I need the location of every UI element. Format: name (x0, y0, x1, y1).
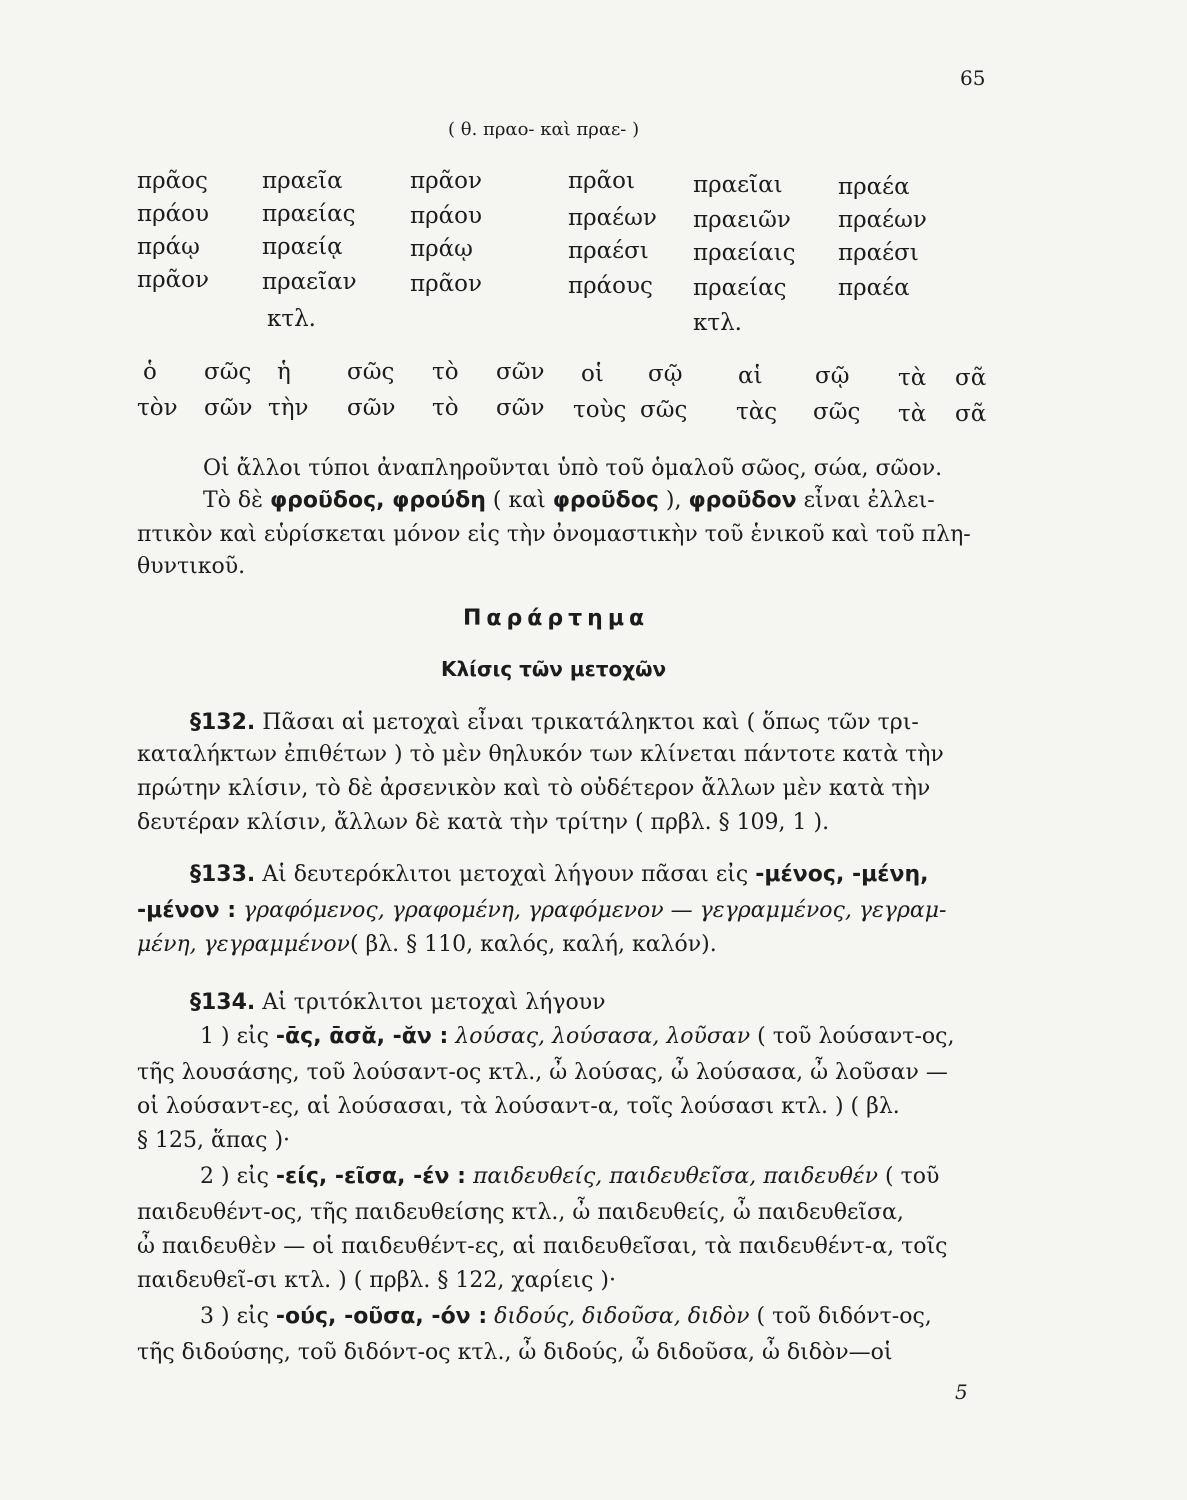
sos-cell: τὰ (898, 401, 927, 427)
table-title: ( θ. πραο- καὶ πραε- ) (448, 119, 640, 140)
sos-cell: τοὺς (573, 397, 627, 423)
declension-cell: πρᾶον (410, 271, 482, 297)
appendix-heading: Παράρτημα (463, 606, 650, 631)
sos-cell: τὰς (736, 399, 778, 425)
section-132-line: πρώτην κλίσιν, τὸ δὲ ἀρσενικὸν καὶ τὸ οὐδέτερον ἄλλων μὲν κατὰ τὴν (137, 776, 931, 801)
declension-cell: πράῳ (137, 234, 200, 260)
declension-cell: πραείας (262, 201, 356, 227)
declension-cell: πραέα (838, 174, 910, 200)
section-number: §134. (190, 990, 256, 1015)
sos-cell: αἱ (738, 363, 763, 389)
sos-cell: σῶν (204, 395, 253, 421)
declension-cell: πραέσι (838, 240, 919, 266)
section-132-line: καταλήκτων ἐπιθέτων ) τὸ μὲν θηλυκόν των κλίνεται πάντοτε κατὰ τὴν (137, 742, 944, 767)
sos-cell: σῷ (815, 363, 850, 389)
declension-cell: πράους (568, 273, 653, 299)
footer-signature: 5 (955, 1380, 968, 1404)
section-133-line: μένη, γεγραμμένον( βλ. § 110, καλός, καλή, καλόν). (137, 932, 717, 957)
declension-cell: πραείας (693, 275, 787, 301)
sos-cell: σᾶ (955, 401, 987, 427)
declension-cell: πράῳ (410, 236, 473, 262)
section-134-line: ὦ παιδευθὲν — οἱ παιδευθέντ-ες, αἱ παιδευθεῖσαι, τὰ παιδευθέντ-α, τοῖς (137, 1234, 948, 1259)
section-134-line: 1 ) εἰς -ᾱς, ᾱσᾰ, -ᾰν : λούσας, λούσασα, λοῦσαν ( τοῦ λούσαντ-ος, (200, 1024, 955, 1049)
sos-cell: τὴν (268, 395, 309, 421)
sos-cell: οἱ (581, 361, 604, 387)
declension-cell: πραεῖαι (693, 172, 783, 198)
section-133-line: -μένον : γραφόμενος, γραφομένη, γραφόμενον — γεγραμμένος, γεγραμ- (137, 898, 947, 923)
section-134-line: οἱ λούσαντ-ες, αἱ λούσασαι, τὰ λούσαντ-α, τοῖς λούσασι κτλ. ) ( βλ. (137, 1094, 900, 1119)
note-line: θυντικοῦ. (137, 554, 246, 579)
section-number: §132. (190, 710, 256, 735)
declension-cell: πράου (137, 201, 209, 227)
section-133-line: §133. Αἱ δευτερόκλιτοι μετοχαὶ λήγουν πᾶσαι εἰς -μένος, -μένη, (190, 862, 929, 887)
section-134-line: τῆς λουσάσης, τοῦ λούσαντ-ος κτλ., ὦ λούσας, ὦ λούσασα, ὦ λοῦσαν — (137, 1060, 948, 1085)
section-number: §133. (190, 862, 256, 887)
section-134-line: §134. Αἱ τριτόκλιτοι μετοχαὶ λήγουν (190, 990, 606, 1015)
sos-cell: σῶς (204, 359, 252, 385)
declension-cell: πραείᾳ (262, 234, 343, 260)
sos-cell: σῷ (648, 361, 683, 387)
section-134-line: τῆς διδούσης, τοῦ διδόντ-ος κτλ., ὦ διδούς, ὦ διδοῦσα, ὦ διδὸν—οἱ (137, 1340, 893, 1365)
section-134-line: 3 ) εἰς -ούς, -οῦσα, -όν : διδούς, διδοῦσα, διδὸν ( τοῦ διδόντ-ος, (200, 1304, 932, 1329)
section-132-line: δευτέραν κλίσιν, ἄλλων δὲ κατὰ τὴν τρίτην ( πρβλ. § 109, 1 ). (137, 810, 830, 835)
declension-cell: πρᾶον (137, 267, 209, 293)
declension-cell: πραέσι (568, 238, 649, 264)
sos-cell: σῶν (496, 395, 545, 421)
declension-cell: πραέα (838, 275, 910, 301)
declension-cell: πραέων (838, 207, 927, 233)
section-134-line: 2 ) εἰς -είς, -εῖσα, -έν : παιδευθείς, παιδευθεῖσα, παιδευθέν ( τοῦ (200, 1164, 940, 1189)
declension-cell: πρᾶον (410, 168, 482, 194)
sos-cell: ὁ (143, 359, 157, 385)
sos-cell: σῶς (640, 397, 688, 423)
sos-cell: τὸ (432, 395, 459, 421)
note-line: Οἱ ἄλλοι τύποι ἀναπληροῦνται ὑπὸ τοῦ ὁμαλοῦ σῶος, σώα, σῶον. (203, 456, 943, 481)
declension-etc: κτλ. (267, 306, 316, 332)
section-132-line: §132. Πᾶσαι αἱ μετοχαὶ εἶναι τρικατάληκτοι καὶ ( ὅπως τῶν τρι- (190, 710, 919, 735)
section-134-line: § 125, ἅπας )· (137, 1128, 291, 1153)
declension-cell: πραειῶν (693, 207, 791, 233)
appendix-subheading: Κλίσις τῶν μετοχῶν (441, 657, 667, 681)
section-134-line: παιδευθεῖ-σι κτλ. ) ( πρβλ. § 122, χαρίεις )· (137, 1268, 616, 1293)
declension-cell: πρᾶος (137, 168, 208, 194)
sos-cell: τὸν (137, 395, 178, 421)
declension-cell: πραεῖα (262, 168, 343, 194)
sos-cell: τὸ (432, 359, 459, 385)
sos-cell: σῶς (813, 399, 861, 425)
declension-cell: πρᾶοι (568, 168, 636, 194)
sos-cell: σᾶ (955, 365, 987, 391)
sos-cell: τὰ (898, 365, 927, 391)
note-line: πτικὸν καὶ εὑρίσκεται μόνον εἰς τὴν ὀνομαστικὴν τοῦ ἑνικοῦ καὶ τοῦ πλη- (137, 522, 971, 547)
declension-cell: πραεῖαν (262, 269, 357, 295)
page-number: 65 (960, 66, 986, 90)
note-line: Τὸ δὲ φροῦδος, φρούδη ( καὶ φροῦδος ), φροῦδον εἶναι ἐλλει- (203, 488, 935, 513)
declension-etc: κτλ. (693, 310, 742, 336)
declension-cell: πραέων (568, 205, 657, 231)
sos-cell: σῶν (496, 359, 545, 385)
sos-cell: σῶν (347, 395, 396, 421)
sos-cell: σῶς (347, 359, 395, 385)
sos-cell: ἡ (277, 359, 291, 385)
section-134-line: παιδευθέντ-ος, τῆς παιδευθείσης κτλ., ὦ παιδευθείς, ὦ παιδευθεῖσα, (137, 1200, 904, 1225)
declension-cell: πράου (410, 203, 482, 229)
declension-cell: πραείαις (693, 240, 796, 266)
